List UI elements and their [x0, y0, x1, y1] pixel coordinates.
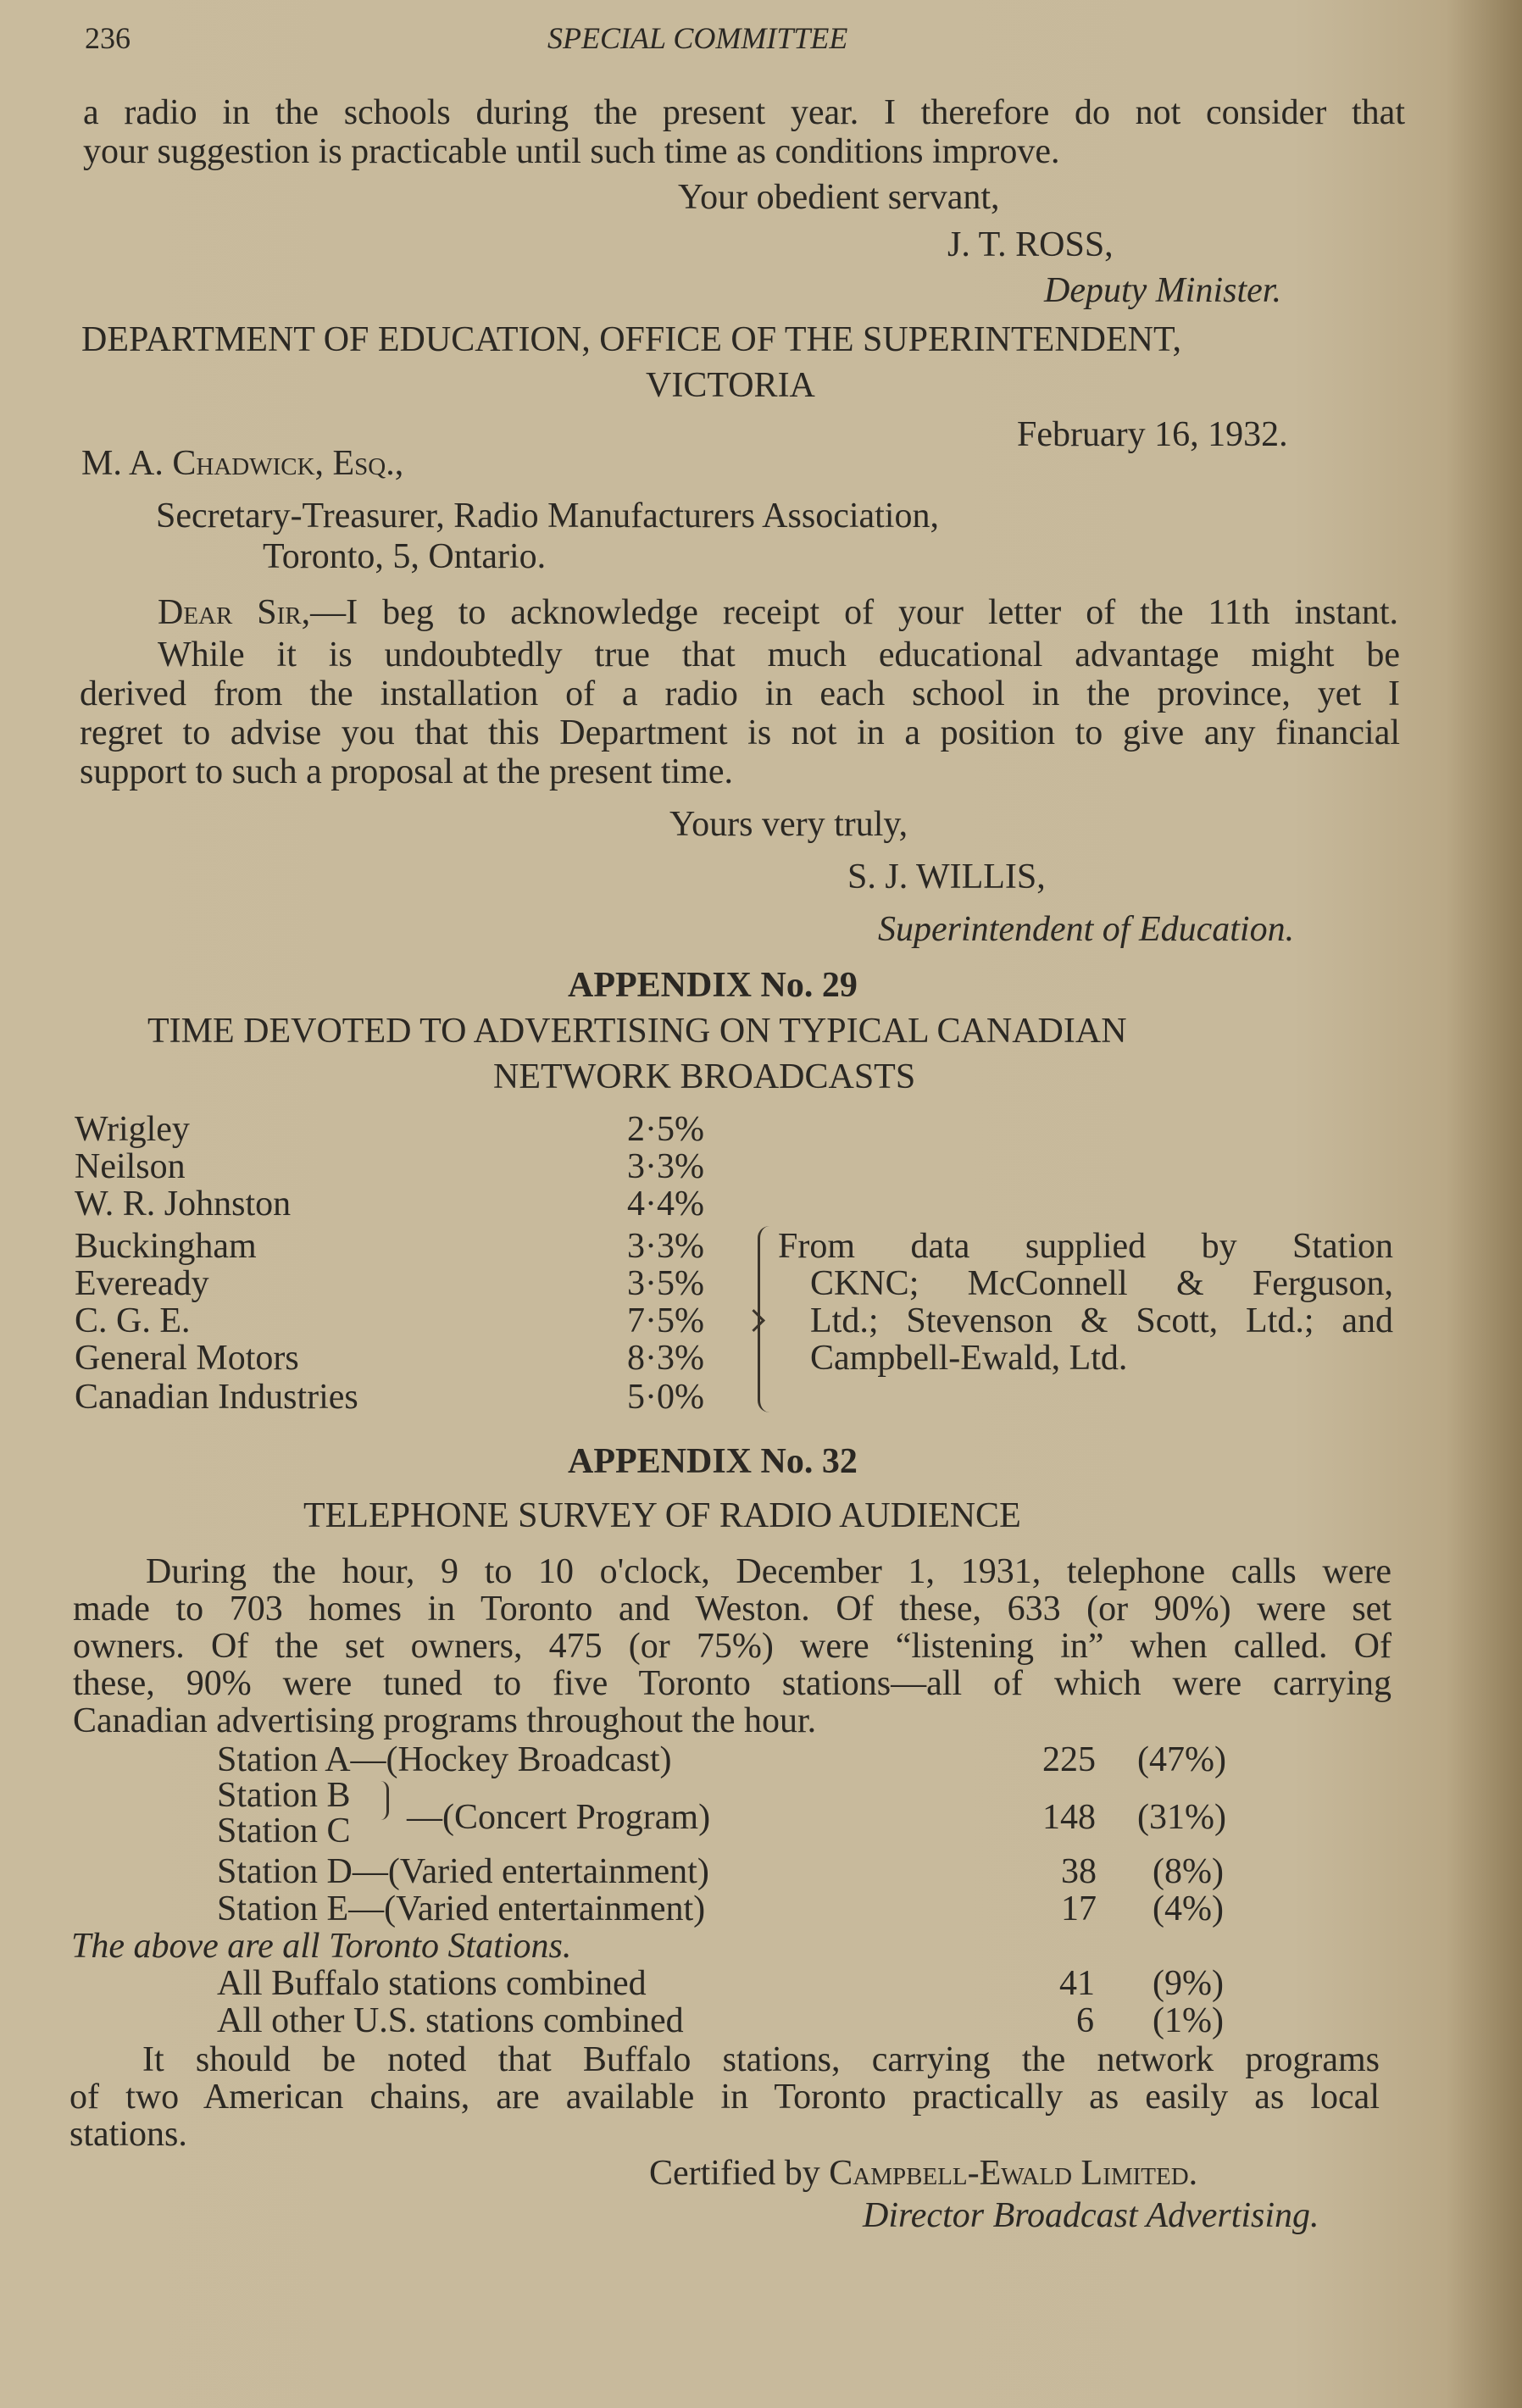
station-label: —(Concert Program) [407, 1798, 711, 1837]
letter2-closing: Yours very truly, [669, 805, 908, 844]
advertiser-name: Buckingham [75, 1227, 257, 1266]
station-pct: (1%) [1153, 2001, 1224, 2040]
station-label: All other U.S. stations combined [217, 2001, 684, 2040]
certification [649, 2152, 1197, 2194]
survey-intro-line: owners. Of the set owners, 475 (or 75%) were “listening in” when called. Of [73, 1627, 1391, 1666]
advertiser-value: 8·3% [627, 1339, 704, 1378]
letter1-body-line: a radio in the schools during the present year. I therefore do not consider that [83, 93, 1405, 132]
station-pct: (4%) [1153, 1889, 1224, 1928]
source-note-line: Ltd.; Stevenson & Scott, Ltd.; and [810, 1301, 1393, 1340]
station-c-label: Station C [217, 1812, 351, 1850]
letter2-addressee-line: Secretary-Treasurer, Radio Manufacturers Association, [156, 497, 939, 535]
letter2-heading: DEPARTMENT OF EDUCATION, OFFICE OF THE SUPERINTENDENT, [81, 320, 1182, 359]
station-pct: (8%) [1153, 1852, 1224, 1891]
letter1-closing: Your obedient servant, [678, 178, 1000, 217]
certifier-title: Director Broadcast Advertising. [863, 2196, 1319, 2235]
letter2-salutation-line [158, 591, 1398, 634]
advertiser-name: Canadian Industries [75, 1378, 358, 1417]
station-label: All Buffalo stations combined [217, 1964, 647, 2003]
letter1-signatory: J. T. ROSS, [947, 225, 1114, 264]
appendix32-title: TELEPHONE SURVEY OF RADIO AUDIENCE [303, 1496, 1021, 1535]
appendix32-label: APPENDIX No. 32 [568, 1442, 858, 1481]
survey-closing-line: It should be noted that Buffalo stations, carrying the network programs [142, 2040, 1380, 2079]
station-label: Station D—(Varied entertainment) [217, 1852, 709, 1891]
advertiser-value: 3·3% [627, 1147, 704, 1186]
letter1-body-line: your suggestion is practicable until such time as conditions improve. [83, 132, 1060, 171]
advertiser-value: 3·3% [627, 1227, 704, 1266]
toronto-stations-note: The above are all Toronto Stations. [71, 1927, 572, 1966]
survey-closing-line: of two American chains, are available in Toronto practically as easily as local [69, 2078, 1380, 2117]
advertiser-value: 4·4% [627, 1185, 704, 1223]
station-pct: (9%) [1153, 1964, 1224, 2003]
letter2-body-line: derived from the installation of a radio in each school in the province, yet I [80, 674, 1400, 713]
appendix29-title: NETWORK BROADCASTS [493, 1057, 916, 1096]
advertiser-name: W. R. Johnston [75, 1185, 292, 1223]
appendix29-label: APPENDIX No. 29 [568, 966, 858, 1005]
station-b-label: Station B [217, 1776, 351, 1815]
station-count: 41 [1059, 1964, 1095, 2003]
station-count: 17 [1061, 1889, 1097, 1928]
station-count: 148 [1042, 1798, 1096, 1837]
letter2-heading-city: VICTORIA [646, 366, 815, 405]
advertiser-name: Neilson [75, 1147, 186, 1186]
letter2-addressee-line: Toronto, 5, Ontario. [263, 537, 547, 576]
survey-intro-line: made to 703 homes in Toronto and Weston. Of these, 633 (or 90%) were set [73, 1590, 1391, 1628]
advertiser-value: 5·0% [627, 1378, 704, 1417]
survey-closing-line: stations. [69, 2115, 187, 2154]
advertiser-name: General Motors [75, 1339, 299, 1378]
letter2-title: Superintendent of Education. [878, 910, 1295, 949]
salutation: Dear Sir, [158, 593, 311, 632]
advertiser-name: C. G. E. [75, 1301, 191, 1340]
station-label: Station E—(Varied entertainment) [217, 1889, 706, 1928]
page-number: 236 [85, 21, 131, 55]
certifier-org: Campbell-Ewald Limited. [829, 2154, 1198, 2193]
letter2-body-line: While it is undoubtedly true that much educational advantage might be [158, 635, 1400, 674]
appendix29-title: TIME DEVOTED TO ADVERTISING ON TYPICAL CANADIAN [147, 1012, 1127, 1051]
station-label: Station A—(Hockey Broadcast) [217, 1740, 672, 1779]
letter2-body-line: support to such a proposal at the present time. [80, 752, 733, 791]
survey-intro-line: these, 90% were tuned to five Toronto stations—all of which were carrying [73, 1664, 1391, 1703]
source-note-line: From data supplied by Station [778, 1227, 1393, 1266]
source-note-line: CKNC; McConnell & Ferguson, [810, 1264, 1393, 1303]
letter1-title: Deputy Minister. [1044, 271, 1281, 310]
station-pct: (47%) [1137, 1740, 1226, 1779]
advertiser-value: 2·5% [627, 1110, 704, 1149]
advertiser-name: Eveready [75, 1264, 209, 1303]
advertiser-name: Wrigley [75, 1110, 190, 1149]
source-note-line: Campbell-Ewald, Ltd. [810, 1339, 1128, 1378]
running-title: SPECIAL COMMITTEE [547, 21, 848, 55]
advertiser-value: 7·5% [627, 1301, 704, 1340]
station-bc-brace [376, 1781, 389, 1820]
letter2-signatory: S. J. WILLIS, [847, 857, 1046, 896]
letter2-date: February 16, 1932. [1017, 415, 1288, 454]
letter2-body-line: regret to advise you that this Department is not in a position to give any financial [80, 713, 1400, 752]
salutation-rest: —I beg to acknowledge receipt of your letter of the 11th instant. [310, 593, 1398, 632]
letter2-addressee: M. A. Chadwick, Esq., [81, 444, 404, 483]
advertiser-value: 3·5% [627, 1264, 704, 1303]
survey-intro-line: Canadian advertising programs throughout the hour. [73, 1701, 817, 1740]
station-count: 38 [1061, 1852, 1097, 1891]
survey-intro-line: During the hour, 9 to 10 o'clock, December 1, 1931, telephone calls were [146, 1552, 1391, 1591]
station-count: 225 [1042, 1740, 1096, 1779]
station-pct: (31%) [1137, 1798, 1226, 1837]
certified-prefix: Certified by [649, 2154, 820, 2193]
station-count: 6 [1076, 2001, 1094, 2040]
